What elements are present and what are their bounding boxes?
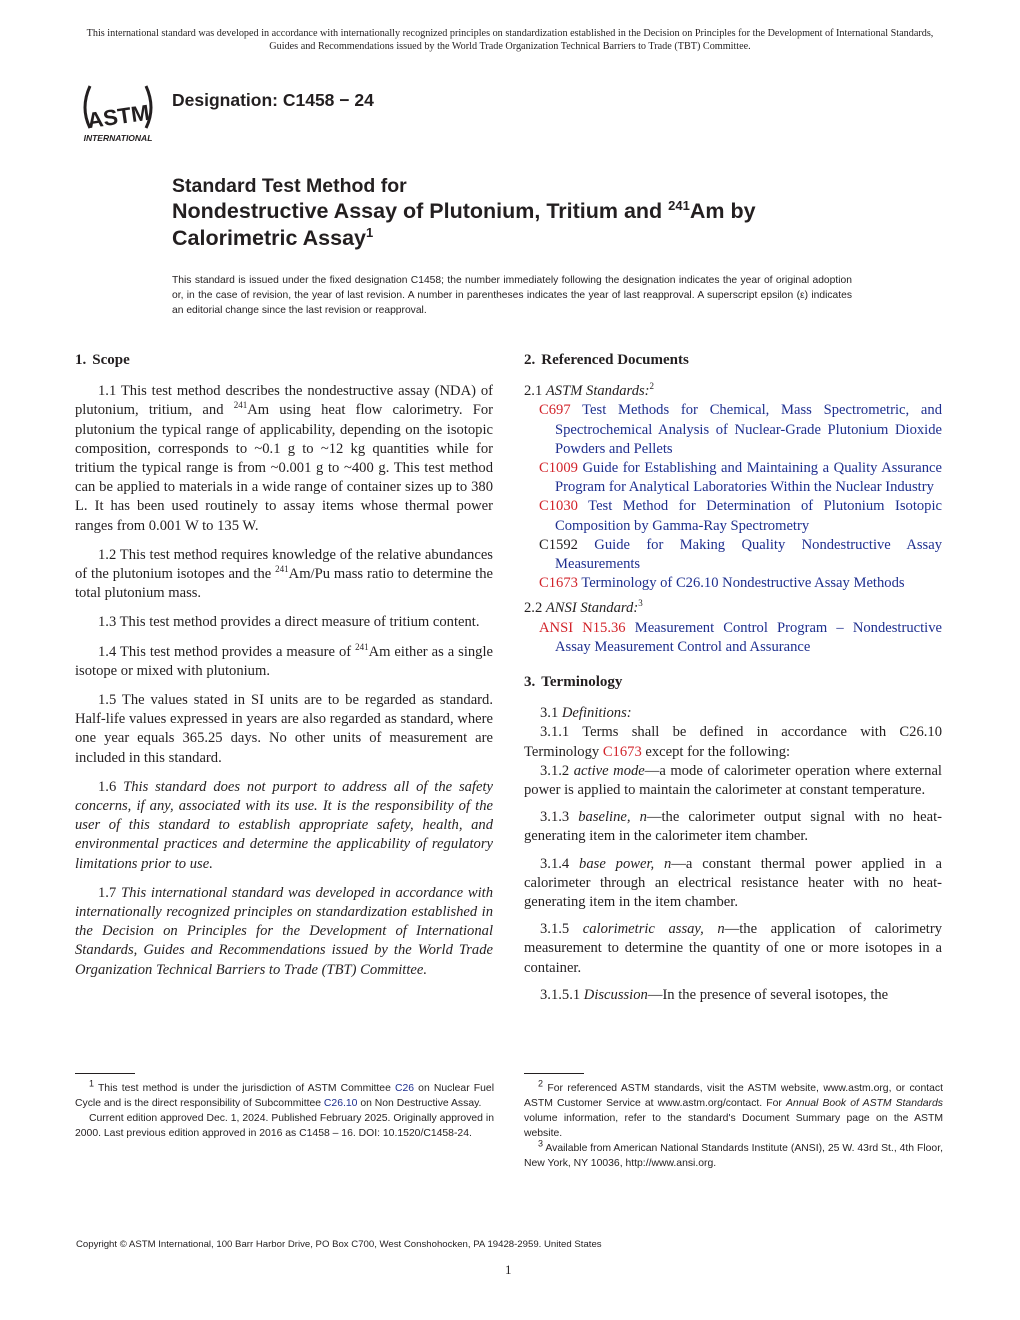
scope-1-7: 1.7 This international standard was developed in accordance with internationally recognized principles on standardization established in the Decision on Principles for the Development of International Standards, Guides and Recommendations issued by the World Trade Organization Technical Barriers to Trade (TBT) Committee. [75,884,494,978]
scope-1-3: 1.3 This test method provides a direct measure of tritium content. [98,614,480,631]
footnote-rule-right [524,1073,584,1074]
ansi-ref-item[interactable]: ANSI N15.36 Measurement Control Program – Nondestructive Assay Measurement Control and Assurance [539,619,943,655]
scope-1-5: 1.5 The values stated in SI units are to be regarded as standard. Half-life values expressed in years are also regarded as standard, where one year equals 365.25 days. No other units of measurement are included in this standard. [75,692,493,766]
footnote-1: $^1$ This test method is under the jurisdiction of ASTM Committee C26 on Nuclear Fuel Cycle and is the direct responsibility of Subcommittee C26.10 on Non Destructive Assay. [75,1078,494,1109]
wto-notice: This international standard was developed in accordance with internationally recognized principles on standardization established in the Decision on Principles for the Development of International Standards, Guides and Recommendations issued by the World Trade Organization Technical Barriers to Trade (TBT) Committee. [86,28,934,52]
scope-1-6: 1.6 This standard does not purport to address all of the safety concerns, if any, associated with its use. It is the responsibility of the user of this standard to establish appropriate safety, health, and environmental practices and determine the applicability of regulatory limitations prior to use. [75,778,493,872]
term-3-1-1: 3.1.1 Terms shall be defined in accordance with C26.10 Terminology C1673 except for the following: [524,724,942,760]
term-3-1-2: 3.1.2 active mode—a mode of calorimeter operation where external power is applied to maintain the calorimeter at constant temperature. [524,762,942,799]
left-column [75,351,493,990]
issuance-note: This standard is issued under the fixed designation C1458; the number immediately following the designation indicates the year of original adoption or, in the case of revision, the year of last revision. A number in parentheses indicates the year of last reapproval. A superscript epsilon (ε) indicates an editorial change since the last revision or reapproval. [172,275,852,316]
footnotes-right [524,1078,943,1171]
astm-standards-label: 2.1 ASTM Standards:$^2$ [524,381,655,400]
scope-1-4: 1.4 This test method provides a measure of $^{241}$Am either as a single isotope or mixed with plutonium. [75,641,494,679]
ref-item[interactable]: C697 Test Methods for Chemical, Mass Spectrometric, and Spectrochemical Analysis of Nuclear-Grade Plutonium Dioxide Powders and Pellets [539,402,942,457]
copyright: Copyright © ASTM International, 100 Barr Harbor Drive, PO Box C700, West Conshohocken, PA 19428-2959. United States [76,1239,602,1250]
ansi-standard-label: 2.2 ANSI Standard:$^3$ [524,598,643,617]
logo-subtext: INTERNATIONAL [83,133,153,143]
footnote-2: $^2$ For referenced ASTM standards, visit the ASTM website, www.astm.org, or contact ASTM Customer Service at www.astm.org/contact. For Annual Book of ASTM Standards volume information, refer to the standard's Document Summary page on the ASTM website. [524,1078,943,1139]
ref-item[interactable]: C1009 Guide for Establishing and Maintaining a Quality Assurance Program for Analytical Laboratories Within the Nuclear Industry [539,460,942,496]
title-line-2: Nondestructive Assay of Plutonium, Tritium and $^{241}$Am by [172,197,756,223]
footnote-rule-left [75,1073,135,1074]
scope-heading: 1. Scope [75,352,130,368]
definitions-label: 3.1 Definitions: [540,705,632,722]
title-line-1: Standard Test Method for [172,175,407,197]
logo-text: ASTM [85,99,151,134]
ref-item[interactable]: C1592 Guide for Making Quality Nondestructive Assay Measurements [539,536,942,573]
title-line-3: Calorimetric Assay$^1$ [172,224,374,250]
term-3-1-4: 3.1.4 base power, n—a constant thermal power applied in a calorimeter through an electrical resistance heater with no heat-generating item in the item chamber. [524,855,942,911]
page-number: 1 [505,1262,512,1277]
c1673-link[interactable]: C1673 [602,743,642,760]
document-title [172,174,952,252]
footnote-3: $^3$ Available from American National Standards Institute (ANSI), 25 W. 43rd St., 4th Floor, New York, NY 10036, http://www.ansi.org. [524,1138,943,1169]
referenced-documents-heading: 2. Referenced Documents [524,352,689,368]
scope-1-1: 1.1 This test method describes the nondestructive assay (NDA) of plutonium, tritium, and $^{241}$Am using heat flow calorimetry. For plutonium the typical range of applicability, depending on the isotopic composition, corresponds to ~0.1 g to ~12 kg quantities while for tritium the typical range is from ~0.001 g to ~400 g. This test method can be applied to materials in a wide range of container sizes up to 380 L. It has been used routinely to assay items whose thermal power ranges from 0.001 W to 135 W. [75,383,493,534]
designation: Designation: C1458 − 24 [172,90,374,110]
footnotes-left [75,1078,494,1141]
footnote-1-edition: Current edition approved Dec. 1, 2024. Published February 2025. Originally approved in 2000. Last previous edition approved in 2016 as C1458 – 16. DOI: 10.1520/C1458-24. [75,1113,494,1139]
term-3-1-5-1: 3.1.5.1 Discussion—In the presence of several isotopes, the [540,986,889,1003]
c26-link[interactable]: C26 [395,1083,415,1094]
scope-1-2: 1.2 This test method requires knowledge of the relative abundances of the plutonium isotopes and the $^{241}$Am/Pu mass ratio to determine the total plutonium mass. [75,546,493,602]
ref-item[interactable]: C1030 Test Method for Determination of Plutonium Isotopic Composition by Gamma-Ray Spectrometry [539,498,942,534]
ref-item[interactable]: C1673 Terminology of C26.10 Nondestructive Assay Methods [539,575,905,592]
right-column [524,351,942,1005]
terminology-heading: 3. Terminology [524,674,623,691]
term-3-1-3: 3.1.3 baseline, n—the calorimeter output signal with no heat-generating item in the calorimeter item chamber. [524,809,942,845]
term-3-1-5: 3.1.5 calorimetric assay, n—the application of calorimetry measurement to determine the quantity of one or more isotopes in a container. [524,921,943,976]
c26-10-link[interactable]: C26.10 [323,1098,358,1109]
astm-logo [76,78,160,144]
